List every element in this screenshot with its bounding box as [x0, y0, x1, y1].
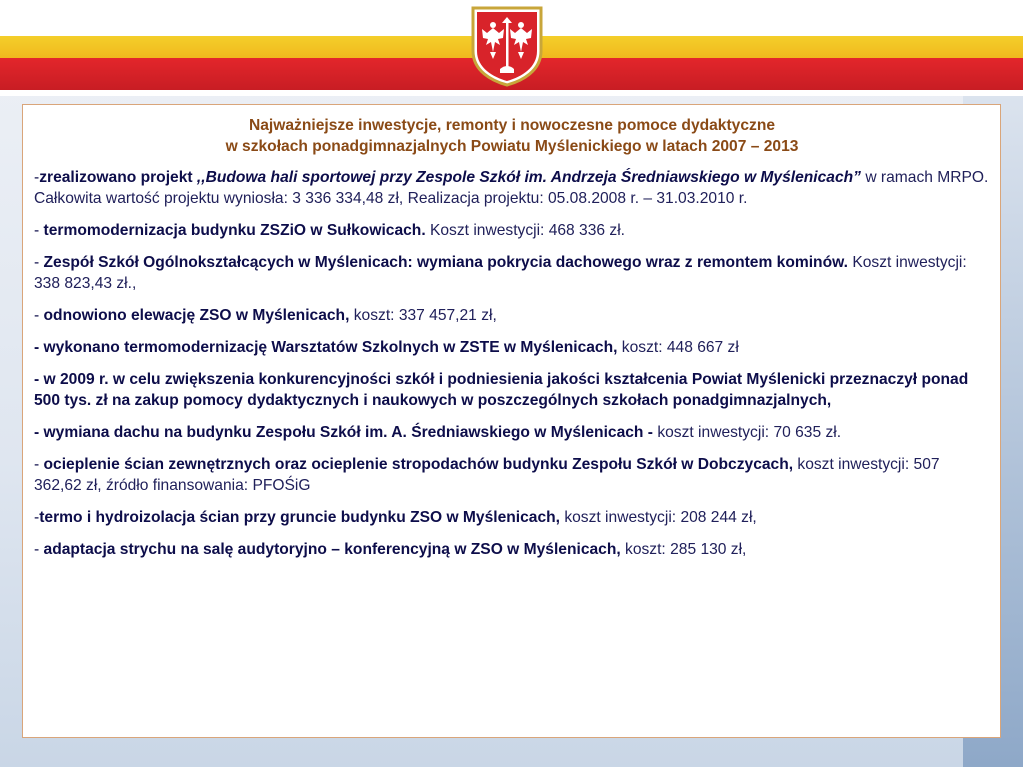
item-bold-text: Zespół Szkół Ogólnokształcących w Myślenicach: wymiana pokrycia dachowego wraz z remontem kominów. — [43, 254, 848, 271]
page-title — [34, 115, 990, 157]
eagle-coat-of-arms-icon — [470, 5, 544, 87]
list-item — [34, 539, 990, 560]
item-prefix: - — [34, 169, 40, 186]
item-detail-text: koszt inwestycji: 70 635 zł. — [657, 424, 842, 441]
list-item — [34, 337, 990, 358]
title-line-2: w szkołach ponadgimnazjalnych Powiatu Myślenickiego w latach 2007 – 2013 — [225, 138, 799, 155]
item-detail-text: w ramach MRPO. Całkowita wartość projektu wyniosła: 3 336 334,48 zł, Realizacja projektu: 05.08.2008 r. – 31.03.2010 r. — [34, 169, 989, 207]
item-detail-text: Koszt inwestycji: 338 823,43 zł., — [34, 254, 967, 292]
item-prefix: - — [34, 222, 44, 239]
list-item — [34, 454, 990, 496]
list-item — [34, 369, 990, 411]
item-bold-text: ocieplenie ścian zewnętrznych oraz ocieplenie stropodachów budynku Zespołu Szkół w Dobczycach, — [43, 456, 794, 473]
item-bold-text: adaptacja strychu na salę audytoryjno – konferencyjną w ZSO w Myślenicach, — [43, 541, 621, 558]
item-prefix: - — [34, 456, 44, 473]
item-prefix: - — [34, 541, 44, 558]
item-detail-text: koszt inwestycji: 208 244 zł, — [560, 509, 757, 526]
item-bold-text: - wymiana dachu na budynku Zespołu Szkół im. A. Średniawskiego w Myślenicach - — [34, 424, 658, 441]
item-bold-text: odnowiono elewację ZSO w Myślenicach, — [43, 307, 350, 324]
list-item — [34, 422, 990, 443]
list-item — [34, 305, 990, 326]
item-bold-text: - wykonano termomodernizację Warsztatów Szkolnych w ZSTE w Myślenicach, — [34, 339, 618, 356]
item-detail-text: koszt: 337 457,21 zł, — [349, 307, 497, 324]
item-detail-text: Koszt inwestycji: 468 336 zł. — [425, 222, 626, 239]
item-project-name: ,,Budowa hali sportowej przy Zespole Szkół im. Andrzeja Średniawskiego w Myślenicach” — [196, 169, 861, 186]
item-bold-text: termomodernizacja budynku ZSZiO w Sułkowicach. — [43, 222, 426, 239]
item-bold-text: - w 2009 r. w celu zwiększenia konkurencyjności szkół i podniesienia jakości kształcenia Powiat Myślenicki przeznaczył ponad 500 tys. zł na zakup pomocy dydaktycznych i naukowych w poszczególnych szkołach ponadgimnazjalnych, — [34, 371, 969, 409]
item-detail-text: koszt: 448 667 zł — [617, 339, 739, 356]
list-item — [34, 507, 990, 528]
item-detail-text: koszt: 285 130 zł, — [620, 541, 747, 558]
item-prefix: - — [34, 254, 44, 271]
content-card — [22, 104, 1001, 738]
item-detail-text: koszt inwestycji: 507 362,62 zł, źródło finansowania: PFOŚiG — [34, 456, 940, 494]
item-prefix: - — [34, 509, 40, 526]
title-line-1: Najważniejsze inwestycje, remonty i nowoczesne pomoce dydaktyczne — [248, 117, 776, 134]
list-item — [34, 252, 990, 294]
item-bold-text: termo i hydroizolacja ścian przy gruncie budynku ZSO w Myślenicach, — [39, 509, 560, 526]
list-item — [34, 167, 990, 209]
list-item — [34, 220, 990, 241]
item-bold-text: zrealizowano projekt — [39, 169, 197, 186]
item-prefix: - — [34, 307, 44, 324]
